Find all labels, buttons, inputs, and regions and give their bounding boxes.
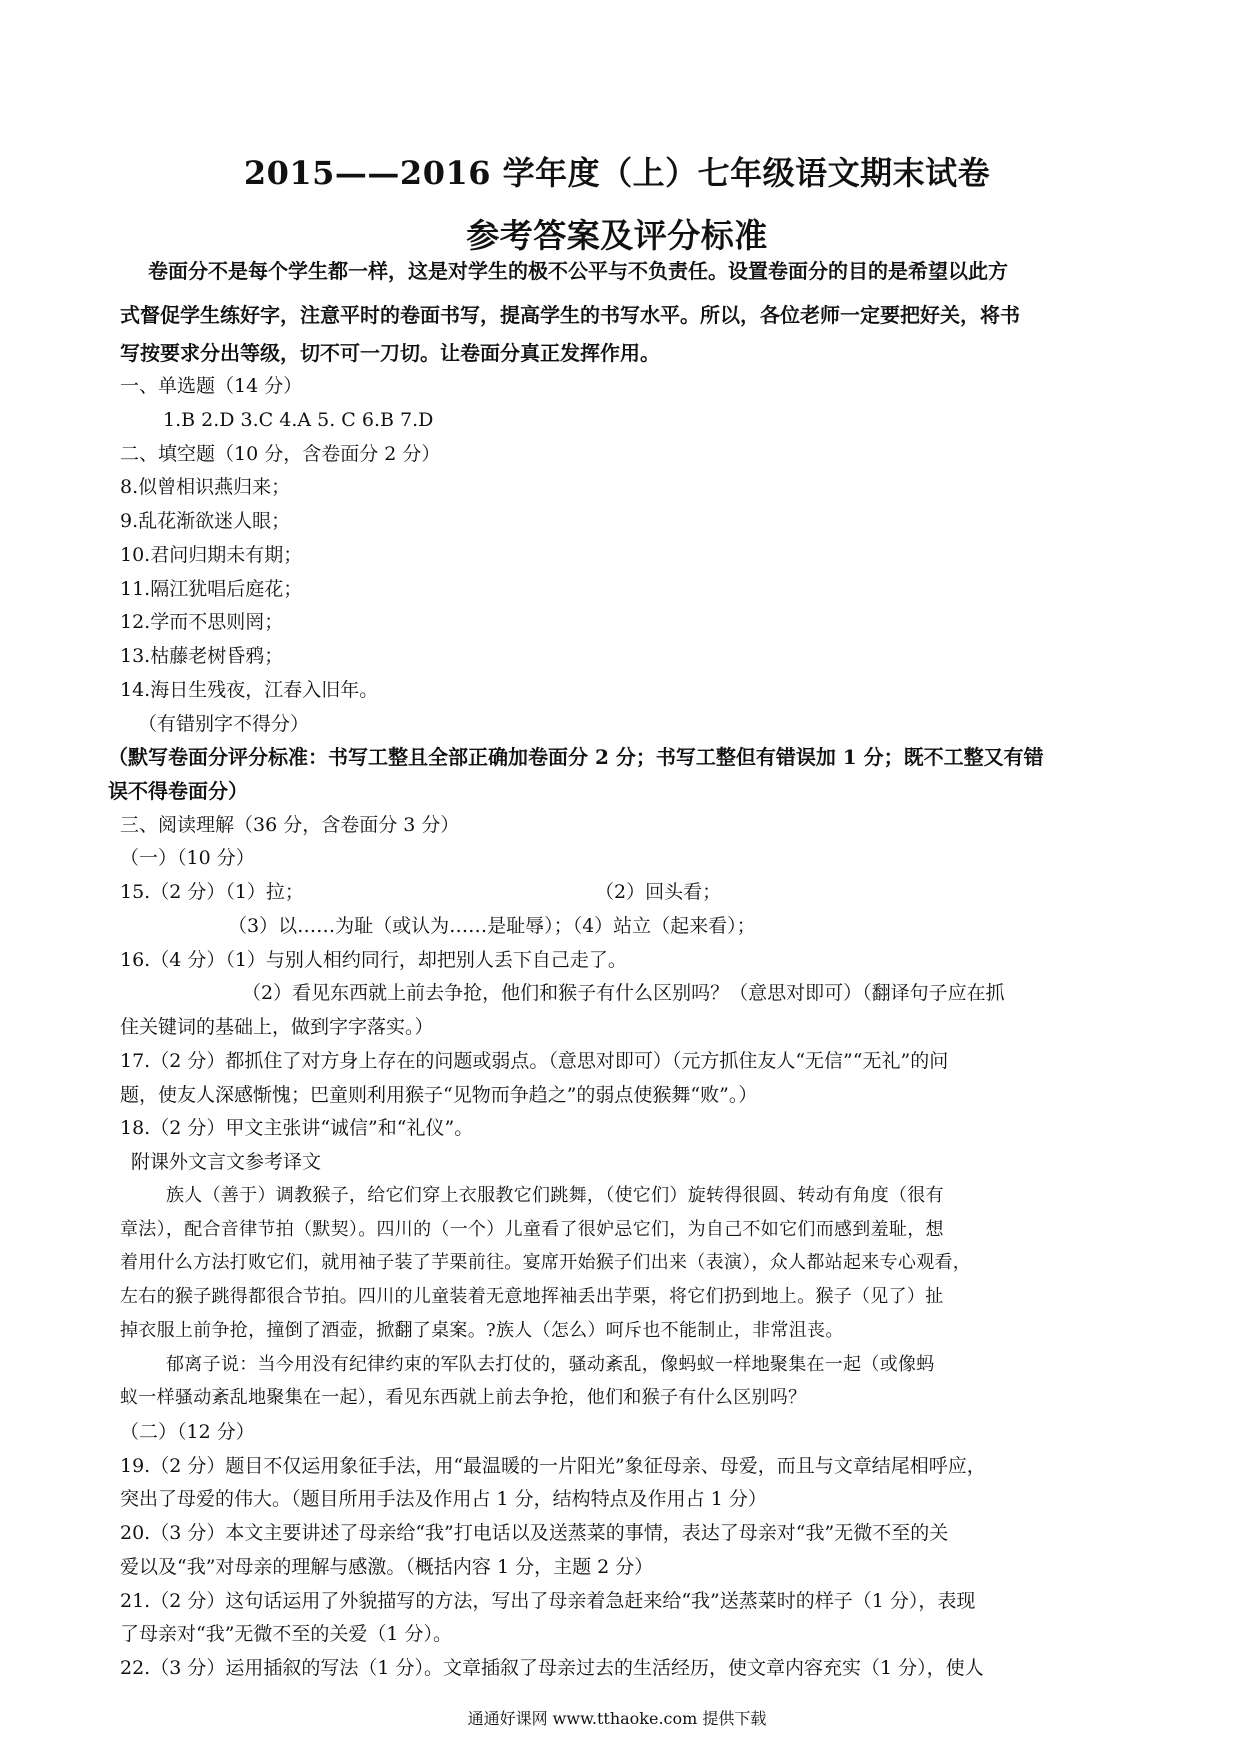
- dictation-standard: （默写卷面分评分标准：书写工整且全部正确加卷面分 2 分；书写工整但有错误加 1 分；既不工整又有错: [108, 745, 1044, 769]
- translation-line: 左右的猴子跳得都很合节拍。四川的儿童装着无意地挥袖丢出芋栗，将它们扔到地上。猴子（见了）扯: [120, 1286, 944, 1307]
- translation-line: 蚁一样骚动紊乱地聚集在一起），看见东西就上前去争抢，他们和猴子有什么区别吗？: [120, 1387, 807, 1408]
- section-heading: 二、填空题（10 分，含卷面分 2 分）: [120, 443, 441, 465]
- q21-answer: 了母亲对“我”无微不至的关爱（1 分）。: [120, 1623, 453, 1645]
- page-subtitle: 参考答案及评分标准: [466, 216, 768, 255]
- q16-answer: 住关键词的基础上，做到字字落实。）: [120, 1016, 434, 1038]
- q18-answer: 18.（2 分）甲文主张讲“诚信”和“礼仪”。: [120, 1117, 474, 1139]
- translation-line: 掉衣服上前争抢，撞倒了酒壶，掀翻了桌案。?族人（怎么）呵斥也不能制止，非常沮丧。: [120, 1320, 844, 1341]
- q15-answer: （3）以……为耻（或认为……是耻辱）；（4）站立（起来看）；: [228, 915, 756, 937]
- q16-answer: 16.（4 分）（1）与别人相约同行，却把别人丢下自己走了。: [120, 949, 627, 971]
- intro-line: 卷面分不是每个学生都一样，这是对学生的极不公平与不负责任。设置卷面分的目的是希望以此方: [148, 259, 1008, 283]
- intro-line: 式督促学生练好字，注意平时的卷面书写，提高学生的书写水平。所以，各位老师一定要把好关，将书: [120, 303, 1020, 327]
- q17-answer: 17.（2 分）都抓住了对方身上存在的问题或弱点。（意思对即可）（元方抓住友人“无信”“无礼”的问: [120, 1050, 949, 1072]
- q17-answer: 题，使友人深感惭愧；巴童则利用猴子“见物而争趋之”的弱点使猴舞“败”。）: [120, 1084, 758, 1106]
- q15-answer: 15.（2 分）（1）拉；: [120, 881, 304, 903]
- fill-item: 8.似曾相识燕归来；: [120, 476, 291, 498]
- translation-line: 章法），配合音律节拍（默契）。四川的（一个）儿童看了很妒忌它们，为自己不如它们而感到羞耻，想: [120, 1219, 944, 1240]
- section-heading: 一、单选题（14 分）: [120, 375, 303, 397]
- part-heading: （二）（12 分）: [120, 1421, 255, 1443]
- dictation-standard: 误不得卷面分）: [108, 779, 248, 803]
- intro-line: 写按要求分出等级，切不可一刀切。让卷面分真正发挥作用。: [120, 341, 660, 365]
- fill-item: 12.学而不思则罔；: [120, 611, 284, 633]
- translation-line: 郁离子说：当今用没有纪律约束的军队去打仗的，骚动紊乱，像蚂蚁一样地聚集在一起（或像蚂: [166, 1354, 935, 1375]
- q20-answer: 爱以及“我”对母亲的理解与感激。（概括内容 1 分，主题 2 分）: [120, 1556, 654, 1578]
- fill-item: 9.乱花渐欲迷人眼；: [120, 510, 291, 532]
- q20-answer: 20.（3 分）本文主要讲述了母亲给“我”打电话以及送蒸菜的事情，表达了母亲对“我”无微不至的关: [120, 1522, 949, 1544]
- q15-answer: （2）回头看；: [595, 881, 722, 903]
- translation-heading: 附课外文言文参考译文: [131, 1151, 322, 1173]
- page-title: 2015——2016 学年度（上）七年级语文期末试卷: [243, 154, 991, 192]
- translation-line: 族人（善于）调教猴子，给它们穿上衣服教它们跳舞，（使它们）旋转得很圆、转动有角度（很有: [166, 1185, 944, 1206]
- mcq-answers: 1.B 2.D 3.C 4.A 5. C 6.B 7.D: [163, 409, 434, 431]
- q22-answer: 22.（3 分）运用插叙的写法（1 分）。文章插叙了母亲过去的生活经历，使文章内容充实（1 分），使人: [120, 1657, 984, 1679]
- footer-source: 通通好课网 www.tthaoke.com 提供下载: [467, 1709, 767, 1728]
- q16-answer: （2）看见东西就上前去争抢，他们和猴子有什么区别吗？（意思对即可）（翻译句子应在抓: [242, 982, 1005, 1004]
- fill-item: 13.枯藤老树昏鸦；: [120, 645, 284, 667]
- section-heading: 三、阅读理解（36 分，含卷面分 3 分）: [120, 814, 460, 836]
- q19-answer: 19.（2 分）题目不仅运用象征手法，用“最温暖的一片阳光”象征母亲、母爱，而且与文章结尾相呼应，: [120, 1455, 986, 1477]
- fill-item: 11.隔江犹唱后庭花；: [120, 578, 303, 600]
- part-heading: （一）（10 分）: [120, 847, 255, 869]
- translation-line: 着用什么方法打败它们，就用袖子装了芋栗前往。宴席开始猴子们出来（表演），众人都站起来专心观看，: [120, 1252, 972, 1273]
- q21-answer: 21.（2 分）这句话运用了外貌描写的方法，写出了母亲着急赶来给“我”送蒸菜时的样子（1 分），表现: [120, 1590, 976, 1612]
- fill-note: （有错别字不得分）: [138, 713, 310, 735]
- fill-item: 10.君问归期未有期；: [120, 544, 303, 566]
- fill-item: 14.海日生残夜，江春入旧年。: [120, 679, 379, 701]
- q19-answer: 突出了母爱的伟大。（题目所用手法及作用占 1 分，结构特点及作用占 1 分）: [120, 1488, 767, 1510]
